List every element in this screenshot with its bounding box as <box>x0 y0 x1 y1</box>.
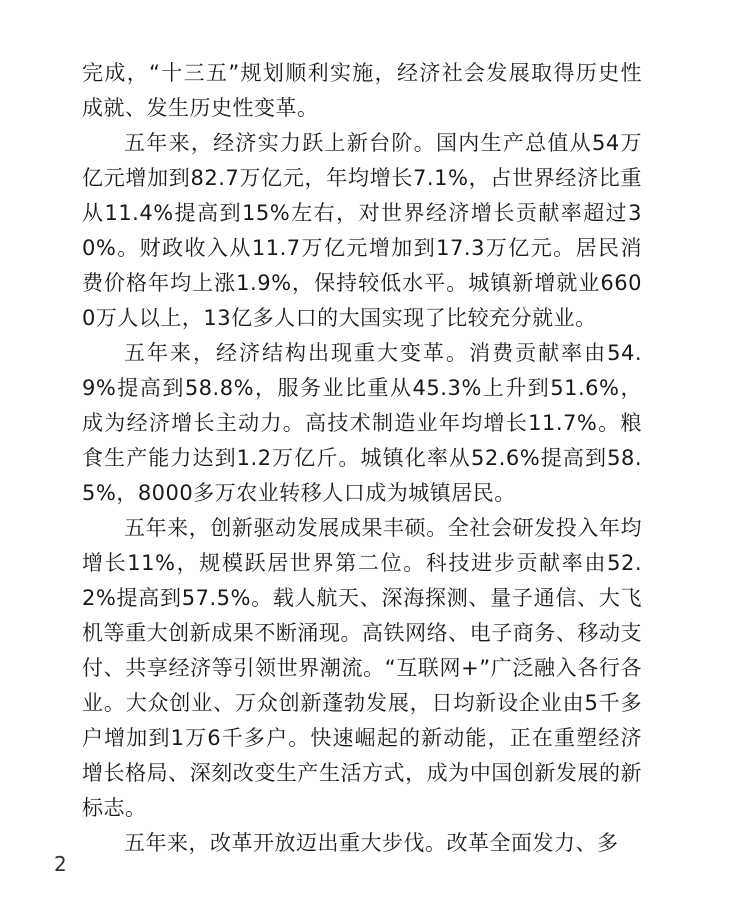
paragraph-economic-strength: 五年来，经济实力跃上新台阶。国内生产总值从54万亿元增加到82.7万亿元，年均增长7.1%，占世界经济比重从11.4%提高到15%左右，对世界经济增长贡献率超过30%。财政收入从11.7万亿元增加到17.3万亿元。居民消费价格年均上涨1.9%，保持较低水平。城镇新增就业6600万人以上，13亿多人口的大国实现了比较充分就业。 <box>82 131 642 330</box>
paragraph-continuation: 完成，“十三五”规划顺利实施，经济社会发展取得历史性成就、发生历史性变革。 <box>82 61 642 120</box>
page-number: 2 <box>54 852 67 876</box>
paragraph-reform-opening: 五年来，改革开放迈出重大步伐。改革全面发力、多 <box>124 831 619 855</box>
body-text <box>82 56 642 861</box>
paragraph-economic-structure: 五年来，经济结构出现重大变革。消费贡献率由54.9%提高到58.8%，服务业比重从45.3%上升到51.6%，成为经济增长主动力。高技术制造业年均增长11.7%。粮食生产能力达到1.2万亿斤。城镇化率从52.6%提高到58.5%，8000多万农业转移人口成为城镇居民。 <box>82 341 642 505</box>
paragraph-innovation: 五年来，创新驱动发展成果丰硕。全社会研发投入年均增长11%，规模跃居世界第二位。科技进步贡献率由52.2%提高到57.5%。载人航天、深海探测、量子通信、大飞机等重大创新成果不断涌现。高铁网络、电子商务、移动支付、共享经济等引领世界潮流。“互联网+”广泛融入各行各业。大众创业、万众创新蓬勃发展，日均新设企业由5千多户增加到1万6千多户。快速崛起的新动能，正在重塑经济增长格局、深刻改变生产生活方式，成为中国创新发展的新标志。 <box>82 516 642 820</box>
